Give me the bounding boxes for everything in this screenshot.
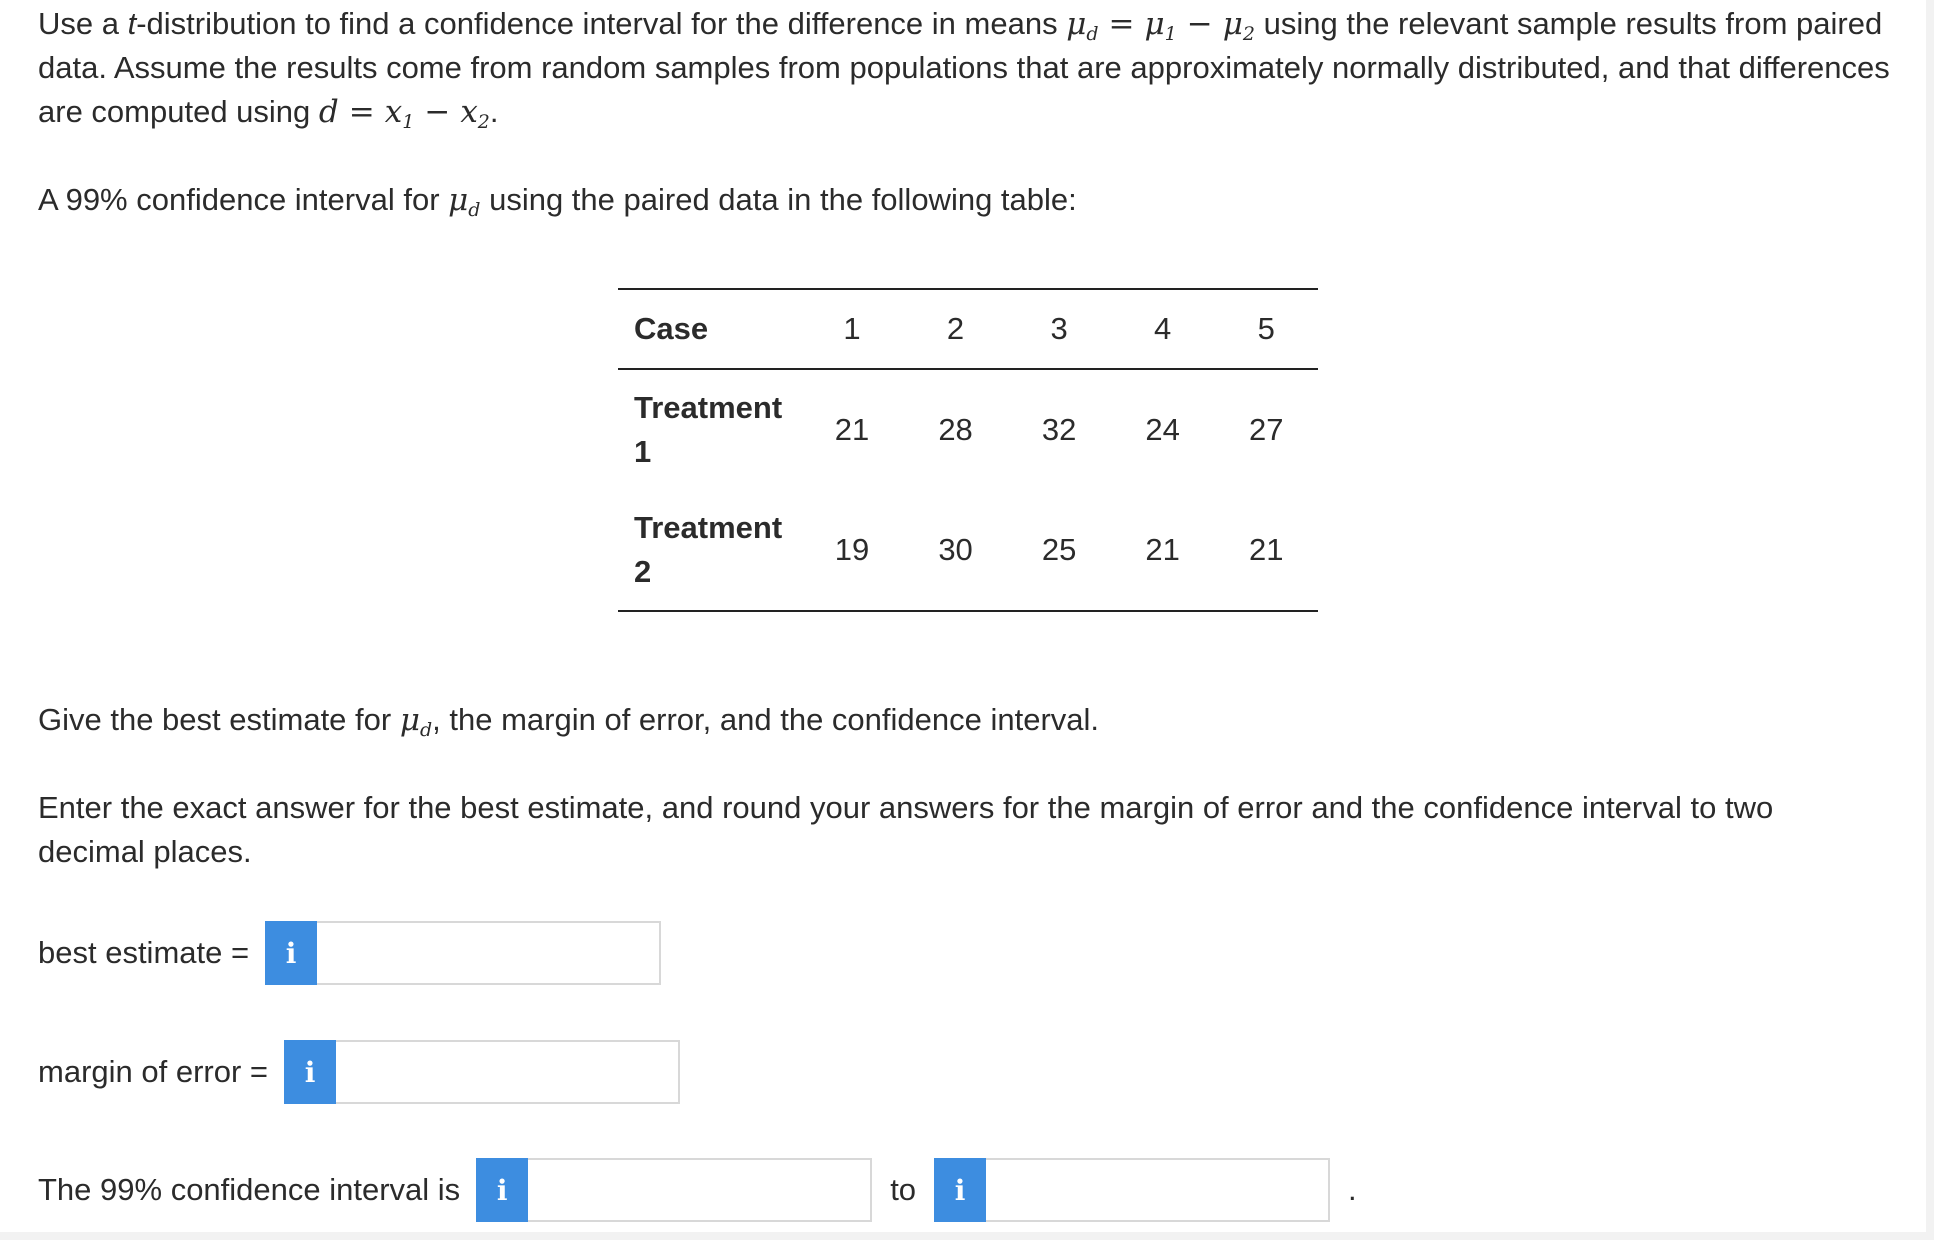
question-text: A 99% confidence interval for $\mu_d$ using the paired data in the following table: xyxy=(38,182,1077,221)
table-cell: 32 xyxy=(1041,412,1077,447)
case-number: 3 xyxy=(1050,311,1068,346)
d-variable: d xyxy=(318,94,339,130)
intro-period: . xyxy=(489,94,499,129)
info-icon[interactable]: i xyxy=(934,1158,986,1222)
margin-of-error-input[interactable] xyxy=(336,1040,680,1104)
mu-d-symbol: $\mu_d$ xyxy=(448,182,481,221)
case-number: 2 xyxy=(946,311,965,346)
intro-text-3: using the relevant sample results from paired data. Assume the results come from random samples from populations that are approximately normally distributed, and that differences are computed using xyxy=(38,6,1890,129)
x1-symbol: $x_1$ xyxy=(384,94,415,133)
mu-2-symbol: $\mu_2$ xyxy=(1222,6,1255,45)
paired-data-table xyxy=(618,288,1318,612)
interval-upper-input[interactable] xyxy=(986,1158,1330,1222)
table-row-treatment-1 xyxy=(618,369,1318,490)
intro-text-2: -distribution to find a confidence interval for the difference in means xyxy=(136,6,1067,41)
table-cell: 27 xyxy=(1248,412,1284,447)
table-cell: 25 xyxy=(1041,532,1077,567)
best-estimate-row xyxy=(38,921,661,985)
interval-lower-input[interactable] xyxy=(528,1158,872,1222)
table-cell: 24 xyxy=(1145,412,1180,447)
x2-symbol: $x_2$ xyxy=(460,94,490,133)
best-estimate-input[interactable] xyxy=(317,921,661,985)
table-cell: 19 xyxy=(834,532,870,567)
mu-d-symbol: $\mu_d$ xyxy=(1066,6,1099,45)
margin-of-error-row xyxy=(38,1040,680,1104)
give-text: Give the best estimate for $\mu_d$, the margin of error, and the confidence interval. xyxy=(38,702,1100,741)
confidence-interval-row xyxy=(38,1158,1357,1222)
trailing-period: . xyxy=(1348,1172,1357,1207)
minus-sign-2: − xyxy=(424,94,451,130)
table-cell: 21 xyxy=(1145,532,1180,567)
case-number: 5 xyxy=(1257,311,1275,346)
margin-of-error-label: margin of error = xyxy=(38,1054,269,1089)
row-label-treatment-1: Treatment 1 xyxy=(634,390,783,469)
case-number: 4 xyxy=(1154,311,1172,346)
table-header-row xyxy=(618,289,1318,369)
info-icon[interactable]: i xyxy=(476,1158,528,1222)
info-icon[interactable]: i xyxy=(265,921,317,985)
mu-d-symbol: $\mu_d$ xyxy=(399,702,433,741)
t-letter: t xyxy=(127,6,137,41)
table-row-treatment-2 xyxy=(618,490,1318,611)
row-label-treatment-2: Treatment 2 xyxy=(634,510,783,589)
equals-sign: = xyxy=(1108,6,1135,42)
case-header: Case xyxy=(634,311,709,346)
intro-text-1: Use a xyxy=(38,6,128,41)
table-cell: 30 xyxy=(938,532,973,567)
to-label: to xyxy=(890,1172,917,1207)
best-estimate-label: best estimate = xyxy=(38,935,250,970)
intro-paragraph xyxy=(38,2,1898,134)
minus-sign: − xyxy=(1186,6,1213,42)
info-icon[interactable]: i xyxy=(284,1040,336,1104)
table-cell: 21 xyxy=(834,412,870,447)
mu-1-symbol: $\mu_1$ xyxy=(1144,6,1177,45)
table-cell: 21 xyxy=(1248,532,1284,567)
confidence-interval-label: The 99% confidence interval is xyxy=(38,1172,461,1207)
instructions-text: Enter the exact answer for the best estimate, and round your answers for the margin of error and the confidence interval to two decimal places. xyxy=(38,790,1774,869)
equals-sign-2: = xyxy=(348,94,375,130)
case-number: 1 xyxy=(843,311,861,346)
table-cell: 28 xyxy=(938,412,973,447)
